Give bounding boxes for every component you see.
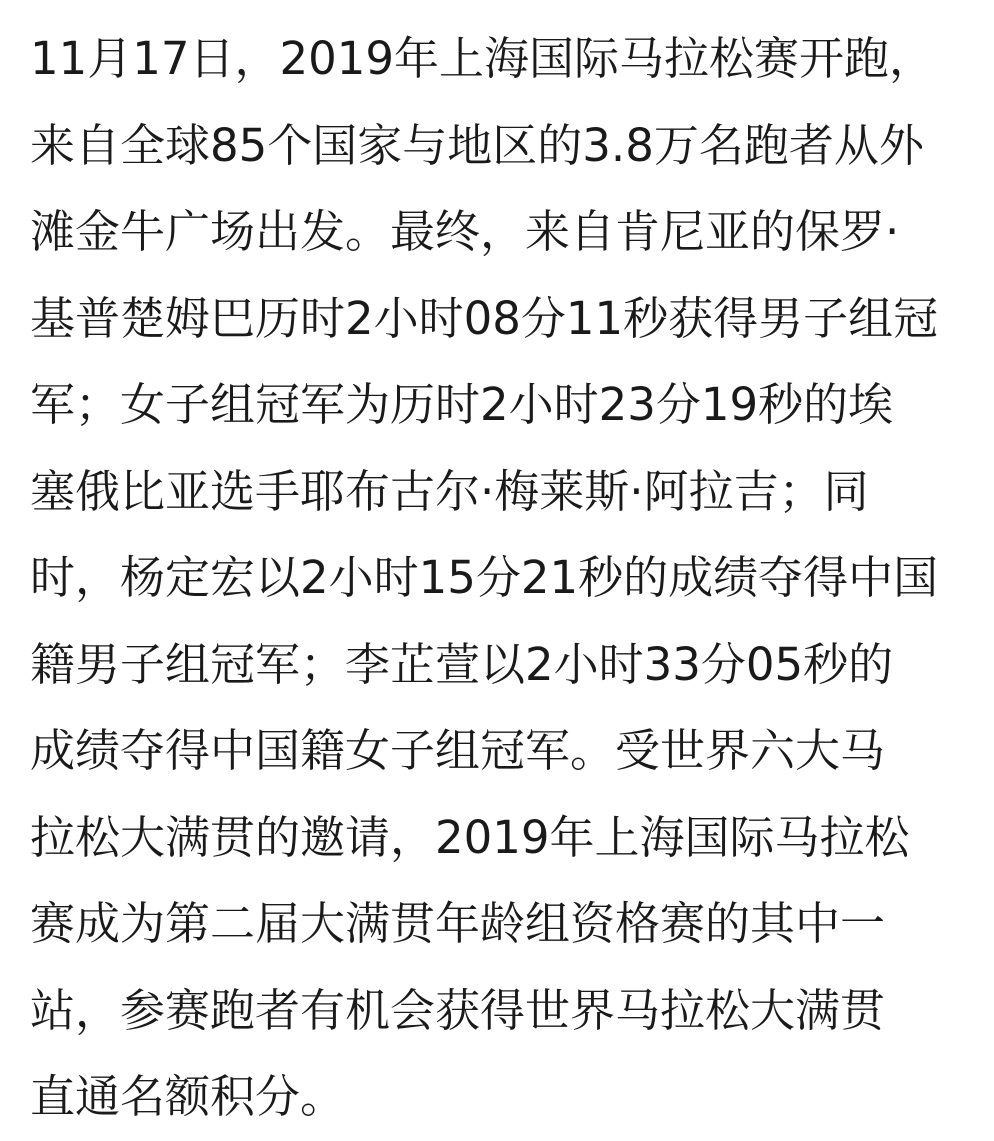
- text-line-2: 来自全球85个国家与地区的3.8万名跑者从外: [30, 118, 924, 172]
- text-line-10: 拉松大满贯的邀请，2019年上海国际马拉松: [30, 810, 910, 864]
- text-line-9: 成绩夺得中国籍女子组冠军。受世界六大马: [30, 724, 886, 777]
- text-line-12: 站，参赛跑者有机会获得世界马拉松大满贯: [30, 983, 886, 1037]
- text-line-5: 军；女子组冠军为历时2小时23分19秒的埃: [30, 378, 894, 431]
- text-line-11: 赛成为第二届大满贯年龄组资格赛的其中一: [30, 897, 886, 950]
- text-line-8: 籍男子组冠军；李芷萱以2小时33分05秒的: [30, 637, 894, 691]
- text-line-4: 基普楚姆巴历时2小时08分11秒获得男子组冠: [30, 291, 939, 345]
- article-text: [30, 16, 976, 1141]
- text-line-6: 塞俄比亚选手耶布古尔·梅莱斯·阿拉吉；同: [30, 464, 869, 518]
- text-line-7: 时，杨定宏以2小时15分21秒的成绩夺得中国: [30, 551, 939, 604]
- text-line-3: 滩金牛广场出发。最终，来自肯尼亚的保罗·: [30, 205, 900, 258]
- text-line-13: 直通名额积分。: [30, 1070, 346, 1123]
- text-line-1: 11月17日，2019年上海国际马拉松赛开跑，: [30, 32, 935, 85]
